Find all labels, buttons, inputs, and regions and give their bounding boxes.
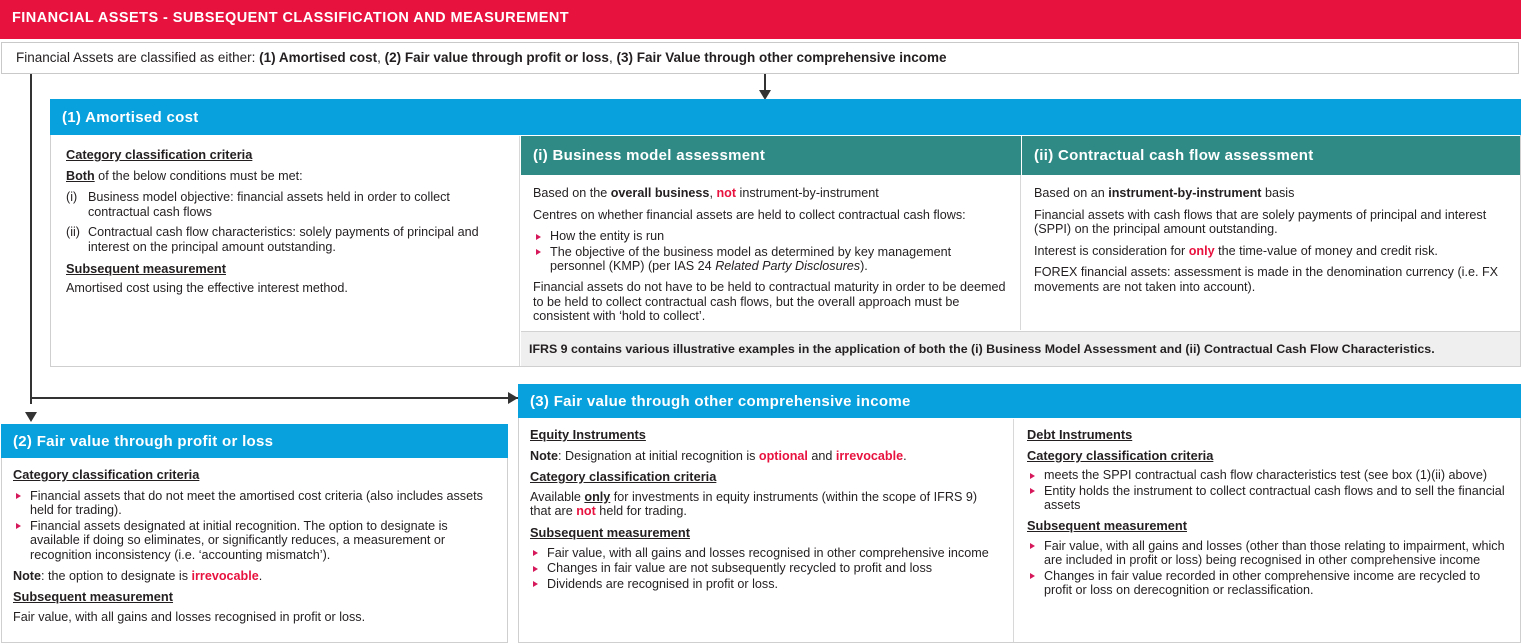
- box3-equity-note-red1: optional: [758, 448, 808, 463]
- box3-debt-measure-bullet-2: Changes in fair value recorded in other comprehensive income are recycled to profit or loss on derecognition or reclassification.: [1044, 568, 1481, 598]
- box1-col2-bullet-2-post: ).: [860, 259, 868, 274]
- box3-equity-note-red2: irrevocable: [835, 448, 904, 463]
- box1-col2-bullet-1: How the entity is run: [550, 229, 665, 244]
- box1-col3-p3-red: only: [1188, 243, 1215, 258]
- box1-heading-measurement: Subsequent measurement: [66, 260, 227, 276]
- box1-business-model-column: [521, 175, 1021, 330]
- box1-lead-rest: of the below conditions must be met:: [94, 168, 303, 183]
- box-amortised-cost-header: [50, 99, 1521, 135]
- box2-heading-measurement: Subsequent measurement: [13, 589, 174, 605]
- box1-col2-p1-a: Based on the: [533, 186, 611, 200]
- box1-criteria-column: [52, 136, 520, 366]
- box1-heading-criteria: Category classification criteria: [66, 147, 253, 162]
- box-fvtpl-header: [1, 424, 508, 458]
- box3-equity-crit-only: only: [584, 489, 611, 504]
- box3-equity-bullet-3: Dividends are recognised in profit or loss.: [547, 576, 778, 591]
- box2-note-b: .: [258, 568, 263, 583]
- box3-equity-criteria: [530, 490, 1001, 519]
- list-item: [13, 519, 494, 563]
- summary-sep-1: ,: [377, 50, 385, 65]
- box1-col2-bullet-2-pre: The objective of the business model as determined by key management personnel (KMP) (per IAS 24: [550, 244, 952, 274]
- box3-debt-column: [1015, 419, 1519, 642]
- box1-col3-p3: [1034, 244, 1506, 259]
- box1-cond-2-marker: (ii): [66, 225, 80, 240]
- box2-note-label: Note: [13, 568, 41, 583]
- box1-col2-p1-bold: overall business: [610, 186, 710, 200]
- box1-col3-p4: FOREX financial assets: assessment is made in the denomination currency (i.e. FX movements are not taken into account).: [1034, 265, 1499, 294]
- box1-col2-bullets: [533, 229, 1006, 274]
- list-item: [13, 489, 494, 518]
- list-item: [1027, 569, 1507, 598]
- list-item: [1027, 539, 1507, 568]
- box2-bullet-1: Financial assets that do not meet the amortised cost criteria (also includes assets held for trading).: [30, 488, 483, 518]
- box3-equity-bullets: [530, 546, 1001, 592]
- box1-cond-1-text: Business model objective: financial assets held in order to collect contractual cash flows: [88, 190, 450, 219]
- box1-col2-p1-b: ,: [709, 186, 717, 200]
- box-fvoci-header: [518, 384, 1521, 418]
- box1-col2-title: (i) Business model assessment: [533, 147, 766, 164]
- box2-criteria-bullets: [13, 489, 494, 563]
- box1-col3-title: (ii) Contractual cash flow assessment: [1034, 147, 1314, 164]
- list-item: [533, 229, 1006, 244]
- box3-equity-note-c: .: [903, 448, 907, 463]
- summary-sep-2: ,: [608, 50, 617, 65]
- box3-equity-crit-b: for investments in equity instruments (within the scope of IFRS 9) that are: [530, 489, 978, 519]
- box1-cashflow-header: [1022, 136, 1520, 175]
- summary-option-2: (2) Fair value through profit or loss: [384, 50, 609, 65]
- arrowhead-right-to-box3-icon: [508, 392, 518, 404]
- summary-option-3: (3) Fair Value through other comprehensive income: [616, 50, 947, 65]
- box1-col3-p3-b: the time-value of money and credit risk.: [1214, 243, 1438, 258]
- box1-col2-p1-red: not: [716, 186, 737, 200]
- box3-debt-bullet-2: Entity holds the instrument to collect contractual cash flows and to sell the financial assets: [1044, 483, 1505, 513]
- box3-debt-criteria-bullets: [1027, 468, 1507, 513]
- box1-cond-2-text: Contractual cash flow characteristics: solely payments of principal and interest on the principal amount outstanding.: [88, 225, 479, 254]
- box3-debt-heading-criteria: Category classification criteria: [1027, 447, 1214, 463]
- box2-title: (2) Fair value through profit or loss: [13, 432, 274, 450]
- box3-equity-note-a: : Designation at initial recognition is: [558, 448, 759, 463]
- box1-footer-text: IFRS 9 contains various illustrative examples in the application of both the (i) Business Model Assessment and (ii) Contractual Cash Flow Characteristics.: [529, 342, 1435, 356]
- connector-line-main-vertical: [30, 74, 32, 404]
- box1-col3-p1-b: basis: [1261, 186, 1295, 200]
- list-item: [530, 546, 1001, 561]
- box3-equity-column: [520, 419, 1014, 642]
- box1-col2-p1-c: instrument-by-instrument: [736, 186, 879, 200]
- box1-col3-p2: Financial assets with cash flows that are solely payments of principal and interest (SPPI) on the principal amount outstanding.: [1034, 207, 1487, 237]
- box2-heading-criteria: Category classification criteria: [13, 467, 200, 482]
- box3-equity-crit-a: Available: [530, 489, 585, 504]
- list-item: [66, 190, 505, 219]
- box3-equity-note: [530, 449, 1001, 464]
- classification-summary-text: [16, 50, 947, 65]
- list-item: [530, 561, 1001, 576]
- box1-col2-bullet-2-italic: Related Party Disclosures: [715, 259, 861, 274]
- box1-col3-p1: [1034, 186, 1506, 201]
- box3-debt-heading: Debt Instruments: [1027, 427, 1133, 442]
- box1-col2-p3: Financial assets do not have to be held to contractual maturity in order to be deemed to be held to collect contractual cash flows, but the overall approach must be consistent with ‘hold to collect’.: [533, 279, 1006, 324]
- box1-cond-1-marker: (i): [66, 190, 78, 205]
- list-item: [1027, 468, 1507, 483]
- summary-lead: Financial Assets are classified as either:: [16, 50, 260, 65]
- box1-cashflow-column: [1022, 175, 1520, 330]
- box1-conditions-list: [66, 190, 505, 254]
- box1-col3-p1-bold: instrument-by-instrument: [1108, 186, 1262, 200]
- box2-measurement-text: Fair value, with all gains and losses recognised in profit or loss.: [13, 609, 366, 624]
- arrowhead-down-to-box2-icon: [25, 412, 37, 422]
- header-banner: [0, 0, 1521, 39]
- summary-option-1: (1) Amortised cost: [259, 50, 378, 65]
- box3-debt-measure-bullet-1: Fair value, with all gains and losses (other than those relating to impairment, which are included in profit or loss) being recognised in other comprehensive income: [1044, 538, 1505, 568]
- box1-col3-p3-a: Interest is consideration for: [1034, 243, 1189, 258]
- box3-equity-bullet-2: Changes in fair value are not subsequently recycled to profit and loss: [547, 561, 933, 576]
- box3-equity-note-b: and: [807, 448, 836, 463]
- box3-equity-bullet-1: Fair value, with all gains and losses recognised in other comprehensive income: [547, 545, 989, 560]
- list-item: [66, 225, 505, 254]
- box3-title: (3) Fair value through other comprehensive income: [530, 392, 911, 410]
- classification-summary-bar: [1, 42, 1519, 74]
- box3-debt-heading-measurement: Subsequent measurement: [1027, 517, 1188, 533]
- box1-col3-p1-a: Based on an: [1034, 186, 1109, 200]
- box1-title: (1) Amortised cost: [62, 108, 199, 126]
- box2-content: [3, 459, 506, 642]
- list-item: [530, 577, 1001, 592]
- page-title: FINANCIAL ASSETS - SUBSEQUENT CLASSIFICATION AND MEASUREMENT: [12, 10, 570, 26]
- box1-measurement-text: Amortised cost using the effective interest method.: [66, 281, 348, 296]
- box1-footer-note: [521, 331, 1520, 366]
- box3-equity-note-label: Note: [530, 448, 558, 463]
- box2-note: [13, 569, 494, 584]
- box3-equity-heading-measurement: Subsequent measurement: [530, 524, 691, 540]
- list-item: [533, 245, 1006, 274]
- list-item: [1027, 484, 1507, 513]
- box1-lead-line: [66, 169, 505, 184]
- box3-debt-measurement-bullets: [1027, 539, 1507, 598]
- box2-note-a: : the option to designate is: [41, 568, 192, 583]
- box1-lead-bold: Both: [66, 168, 95, 183]
- box2-bullet-2: Financial assets designated at initial recognition. The option to designate is available if doing so eliminates, or significantly reduces, a measurement or recognition inconsistency (i.e. ‘accounting mismatch’).: [30, 518, 448, 562]
- box1-col2-p2: Centres on whether financial assets are held to collect contractual cash flows:: [533, 207, 966, 222]
- box3-equity-crit-red: not: [576, 504, 596, 519]
- box1-business-model-header: [521, 136, 1021, 175]
- box1-col2-p1: [533, 186, 1006, 201]
- box3-equity-heading: Equity Instruments: [530, 427, 646, 442]
- box3-equity-heading-criteria: Category classification criteria: [530, 469, 717, 485]
- box3-equity-crit-c: held for trading.: [595, 504, 687, 519]
- box3-debt-bullet-1: meets the SPPI contractual cash flow characteristics test (see box (1)(ii) above): [1044, 468, 1488, 483]
- box2-note-red: irrevocable: [191, 568, 259, 583]
